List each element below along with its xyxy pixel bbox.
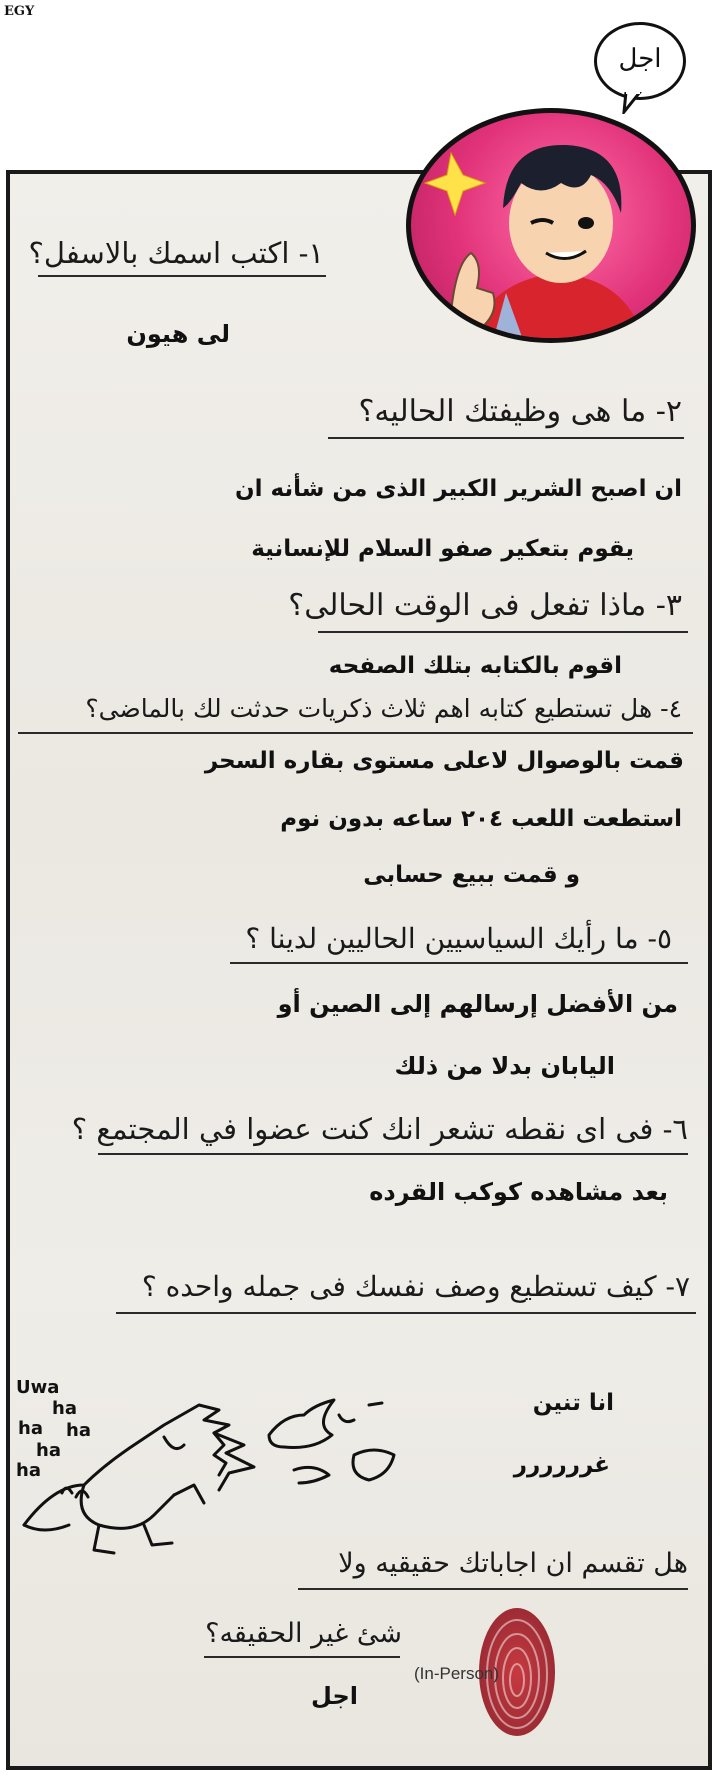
question-5: ٥- ما رأيك السياسيين الحاليين لدينا ؟ bbox=[245, 922, 672, 955]
sketch-text-5: ha bbox=[36, 1440, 61, 1461]
answer-4-line-2: استطعت اللعب ٢٠٤ ساعه بدون نوم bbox=[280, 806, 682, 832]
question-1-underline bbox=[38, 275, 326, 277]
question-6: ٦- فى اى نقطه تشعر انك كنت عضوا في المجتمع ؟ bbox=[71, 1112, 688, 1146]
speech-bubble-tail-icon bbox=[622, 92, 646, 114]
corner-tag: EGY bbox=[4, 4, 35, 19]
question-4: ٤- هل تستطيع كتابه اهم ثلاث ذكريات حدثت لك بالماضى؟ bbox=[85, 694, 682, 723]
fingerprint-label: (In-Person) bbox=[414, 1664, 500, 1683]
answer-3: اقوم بالكتابه بتلك الصفحه bbox=[328, 653, 622, 679]
sketch-text-1: Uwa bbox=[16, 1377, 60, 1398]
answer-5-line-2: اليابان بدلا من ذلك bbox=[394, 1052, 615, 1080]
answer-4-line-3: و قمت ببيع حسابى bbox=[363, 862, 580, 888]
question-6-underline bbox=[98, 1153, 688, 1155]
sketch-text-3: ha bbox=[18, 1418, 43, 1439]
answer-5-line-1: من الأفضل إرسالهم إلى الصين أو bbox=[277, 990, 678, 1018]
character-portrait-icon bbox=[411, 113, 696, 343]
answer-7-line-2: غرررررر bbox=[513, 1452, 610, 1478]
sketch-text-4: ha bbox=[66, 1420, 91, 1441]
question-4-underline bbox=[18, 732, 693, 734]
question-3-underline bbox=[318, 631, 688, 633]
final-question-line-1-underline bbox=[298, 1588, 688, 1590]
answer-6: بعد مشاهده كوكب القرده bbox=[369, 1178, 668, 1206]
question-2-underline bbox=[328, 437, 684, 439]
final-answer: اجل bbox=[311, 1682, 358, 1710]
sketch-text-6: ha bbox=[16, 1460, 41, 1481]
question-2: ٢- ما هى وظيفتك الحاليه؟ bbox=[358, 394, 682, 429]
final-question-line-1: هل تقسم ان اجاباتك حقيقيه ولا bbox=[338, 1548, 688, 1579]
question-5-underline bbox=[230, 962, 688, 964]
answer-4-line-1: قمت بالوصوال لاعلى مستوى بقاره السحر bbox=[204, 748, 684, 774]
answer-1: لى هيون bbox=[126, 320, 230, 348]
final-question-line-2: شئ غير الحقيقه؟ bbox=[205, 1618, 402, 1649]
avatar bbox=[406, 108, 696, 343]
sketch-text-2: ha bbox=[52, 1398, 77, 1419]
speech-bubble-text: اجل bbox=[618, 44, 662, 74]
question-1: ١- اكتب اسمك بالاسفل؟ bbox=[28, 236, 324, 270]
answer-2-line-1: ان اصبح الشرير الكبير الذى من شأنه ان bbox=[235, 476, 682, 502]
answer-7-line-1: انا تنين bbox=[532, 1390, 614, 1416]
question-3: ٣- ماذا تفعل فى الوقت الحالى؟ bbox=[288, 588, 682, 623]
question-7: ٧- كيف تستطيع وصف نفسك فى جمله واحده ؟ bbox=[141, 1270, 690, 1303]
question-7-underline bbox=[116, 1312, 696, 1314]
answer-2-line-2: يقوم بتعكير صفو السلام للإنسانية bbox=[251, 536, 634, 562]
final-question-line-2-underline bbox=[204, 1656, 400, 1658]
